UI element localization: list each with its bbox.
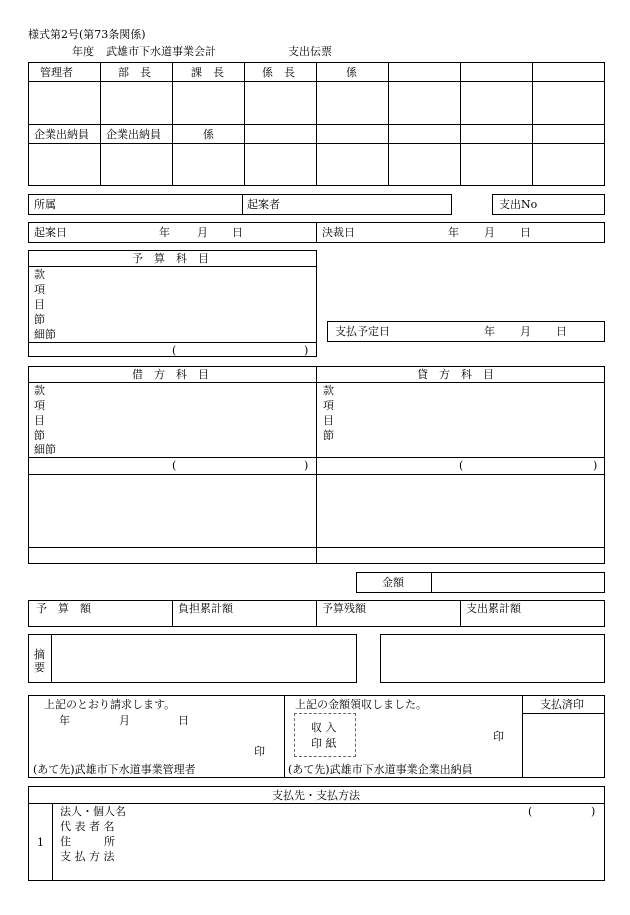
amount-label: 金額 (382, 576, 404, 589)
divider (28, 803, 605, 804)
debit-title: 借 方 科 目 (132, 368, 209, 381)
decision-year: 年 (448, 226, 459, 239)
draft-month: 月 (197, 226, 208, 239)
budget-paren-open: ( (172, 344, 177, 357)
receipt-text: 上記の金額領収しました。 (295, 698, 427, 711)
draft-date-label: 起案日 (34, 226, 67, 239)
approver-staff: 係 (346, 66, 357, 79)
divider (242, 194, 243, 215)
summary-side-box (380, 634, 605, 683)
divider (431, 572, 432, 593)
debit-item-saisetsu: 細節 (34, 443, 56, 456)
divider (172, 600, 173, 627)
payee-title: 支払先・支払方法 (272, 789, 360, 802)
approver-director: 部 長 (118, 66, 151, 79)
divider (388, 62, 389, 186)
budget-paren-close: ) (304, 344, 309, 357)
budget-item-setsu: 節 (34, 313, 45, 326)
request-day: 日 (178, 714, 189, 727)
divider (532, 62, 533, 186)
approver-section-chief: 課 長 (191, 66, 224, 79)
cashier-1: 企業出納員 (34, 128, 89, 141)
budget-remaining-label: 予算残額 (322, 602, 366, 615)
form-number: 様式第2号(第73条関係) (28, 28, 146, 41)
divider (522, 695, 523, 778)
summary-label-2: 要 (34, 661, 45, 674)
expense-total-label: 支出累計額 (466, 602, 521, 615)
divider (316, 600, 317, 627)
payee-paren-open: ( (528, 805, 533, 818)
request-month: 月 (119, 714, 130, 727)
payee-rep-label: 代 表 者 名 (60, 820, 115, 833)
slip-title: 支出伝票 (288, 45, 332, 58)
payee-paren-close: ) (591, 805, 596, 818)
request-year: 年 (59, 714, 70, 727)
divider (460, 62, 461, 186)
cashier-staff: 係 (203, 128, 214, 141)
divider (460, 600, 461, 627)
dept-label: 所属 (34, 198, 56, 211)
credit-item-kou: 項 (323, 399, 334, 412)
payee-method-label: 支 払 方 法 (60, 850, 115, 863)
debit-item-kou: 項 (34, 399, 45, 412)
pay-no-label: 支出No (499, 198, 538, 211)
credit-item-moku: 目 (323, 414, 334, 427)
debit-item-setsu: 節 (34, 429, 45, 442)
budget-items-title: 予 算 科 目 (132, 252, 209, 265)
request-seal: 印 (254, 745, 265, 758)
budget-amount-label: 予 算 額 (36, 602, 91, 615)
account-name: 武雄市下水道事業会計 (106, 45, 216, 58)
payee-index: 1 (37, 836, 44, 849)
pay-date-label: 支払予定日 (335, 325, 390, 338)
payee-name-label: 法人・個人名 (60, 805, 126, 818)
divider (28, 266, 317, 267)
pay-month: 月 (520, 325, 531, 338)
burden-total-label: 負担累計額 (178, 602, 233, 615)
pay-year: 年 (484, 325, 495, 338)
summary-label-1: 摘 (34, 648, 45, 661)
decision-month: 月 (484, 226, 495, 239)
dept-drafter-row (28, 194, 452, 215)
credit-item-kan: 款 (323, 384, 334, 397)
credit-item-setsu: 節 (323, 429, 334, 442)
request-addressee: (あて先)武雄市下水道事業管理者 (33, 763, 196, 776)
approver-subsection-chief: 係 長 (262, 66, 295, 79)
divider (316, 222, 317, 243)
revenue-stamp-box (294, 713, 356, 757)
divider (522, 713, 605, 714)
draft-year: 年 (159, 226, 170, 239)
divider (284, 695, 285, 778)
draft-day: 日 (232, 226, 243, 239)
pay-day: 日 (556, 325, 567, 338)
summary-box (28, 634, 357, 683)
credit-paren-close: ) (593, 459, 598, 472)
budget-item-kou: 項 (34, 283, 45, 296)
budget-item-kan: 款 (34, 268, 45, 281)
decision-day: 日 (520, 226, 531, 239)
revenue-stamp-line-2: 印 紙 (311, 737, 337, 750)
paid-stamp-label: 支払済印 (540, 698, 584, 711)
divider (172, 62, 173, 186)
divider (316, 366, 317, 564)
budget-item-moku: 目 (34, 298, 45, 311)
divider (51, 634, 52, 683)
debit-item-moku: 目 (34, 414, 45, 427)
cashier-2: 企業出納員 (106, 128, 161, 141)
decision-date-label: 決裁日 (322, 226, 355, 239)
divider (244, 62, 245, 186)
revenue-stamp-line-1: 収 入 (311, 721, 337, 734)
drafter-label: 起案者 (247, 198, 280, 211)
divider (28, 342, 317, 343)
credit-paren-open: ( (459, 459, 464, 472)
receipt-addressee: (あて先)武雄市下水道事業企業出納員 (288, 763, 473, 776)
payee-address-label: 住 所 (60, 835, 115, 848)
divider (100, 62, 101, 186)
debit-paren-open: ( (172, 459, 177, 472)
fiscal-year-label: 年度 (72, 45, 94, 58)
receipt-seal: 印 (493, 730, 504, 743)
request-text: 上記のとおり請求します。 (44, 698, 176, 711)
divider (52, 803, 53, 881)
budget-item-saisetsu: 細節 (34, 328, 56, 341)
debit-item-kan: 款 (34, 384, 45, 397)
divider (316, 62, 317, 186)
approver-manager: 管理者 (40, 66, 73, 79)
credit-title: 貸 方 科 目 (417, 368, 494, 381)
debit-paren-close: ) (304, 459, 309, 472)
